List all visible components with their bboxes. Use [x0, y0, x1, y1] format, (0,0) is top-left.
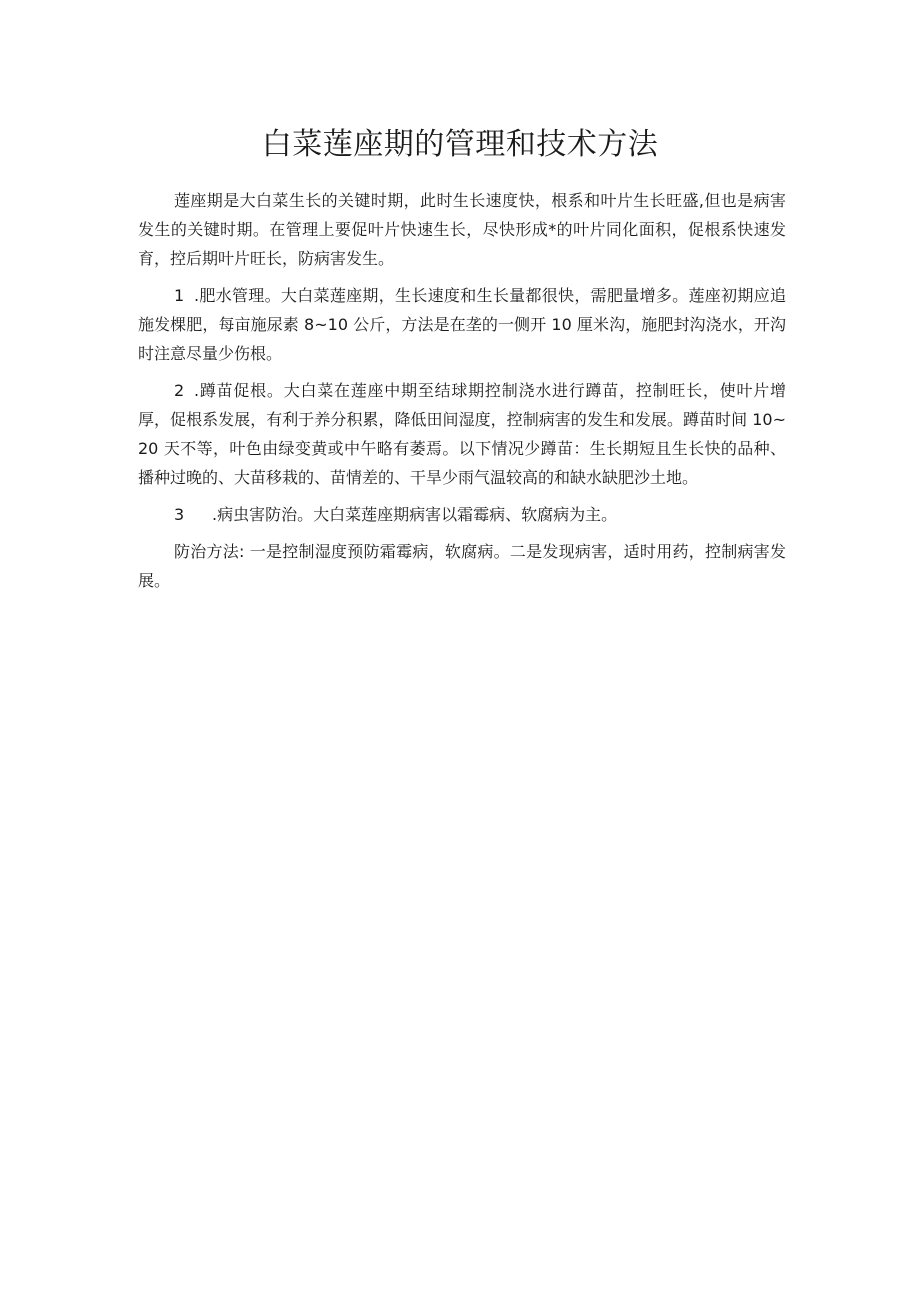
section-1-paragraph [138, 281, 786, 368]
section-3-number: 3 [174, 505, 185, 524]
document-body [138, 186, 786, 603]
section-1-number: 1 [174, 286, 185, 305]
section-2-number: 2 [174, 381, 185, 400]
section-2-text: .蹲苗促根。大白菜在莲座中期至结球期控制浇水进行蹲苗，控制旺长，使叶片增厚，促根系发展，有利于养分积累，降低田间湿度，控制病害的发生和发展。蹲苗时间 10~20 天不等，叶色由绿变黄或中午略有萎焉。以下情况少蹲苗：生长期短且生长快的品种、播种过晚的、大苗移栽的、苗情差的、干旱少雨气温较高的和缺水缺肥沙土地。 [138, 381, 786, 487]
section-2-paragraph [138, 376, 786, 492]
document-title: 白菜莲座期的管理和技术方法 [261, 127, 659, 162]
prevention-paragraph [138, 537, 786, 595]
intro-paragraph-text: 莲座期是大白菜生长的关键时期，此时生长速度快，根系和叶片生长旺盛,但也是病害发生的关键时期。在管理上要促叶片快速生长，尽快形成*的叶片同化面积，促根系快速发育，控后期叶片旺长，防病害发生。 [138, 191, 786, 268]
section-1-text: .肥水管理。大白菜莲座期，生长速度和生长量都很快，需肥量增多。莲座初期应追施发棵肥，每亩施尿素 8~10 公斤，方法是在垄的一侧开 10 厘米沟，施肥封沟浇水，开沟时注意尽量少伤根。 [138, 286, 786, 363]
section-3-text: .病虫害防治。大白菜莲座期病害以霜霉病、软腐病为主。 [212, 505, 618, 524]
prevention-paragraph-text: 防治方法: 一是控制湿度预防霜霉病，软腐病。二是发现病害，适时用药，控制病害发展。 [138, 542, 786, 590]
section-3-paragraph [138, 500, 786, 529]
intro-paragraph [138, 186, 786, 273]
